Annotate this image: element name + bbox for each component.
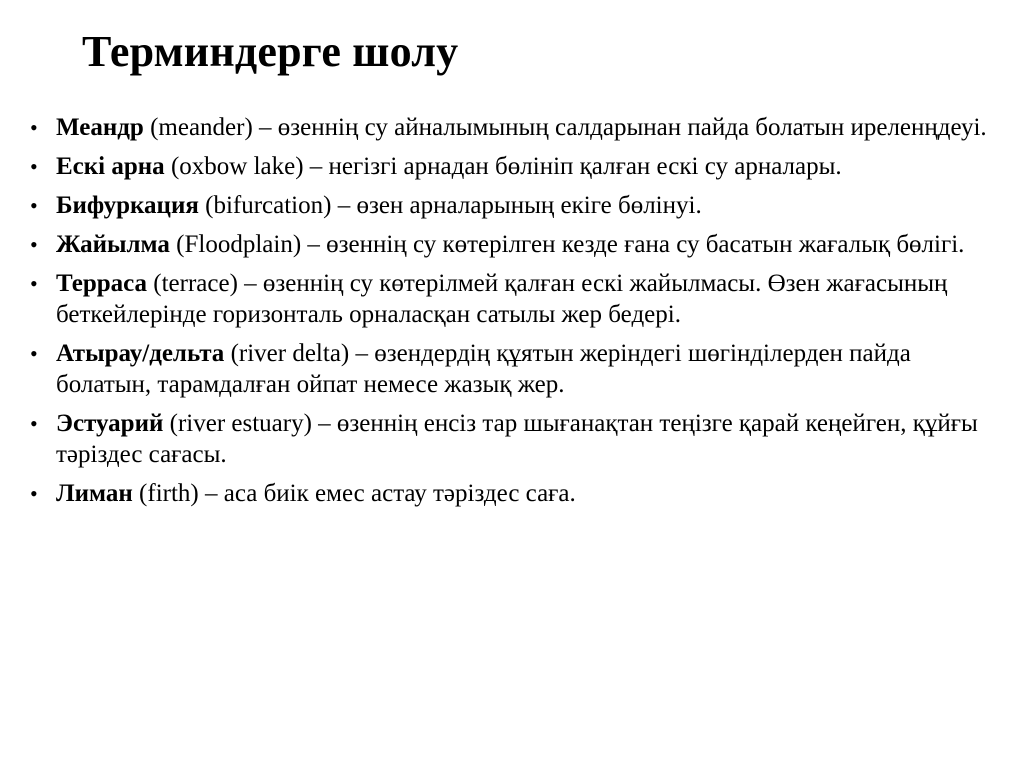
term-name: Меандр <box>56 114 144 141</box>
term-name: Терраса <box>56 270 148 297</box>
bullet-icon: • <box>30 232 38 257</box>
term-item-bifurcation <box>24 190 1004 221</box>
term-item-floodplain <box>24 229 1004 260</box>
term-item-terrace <box>24 268 1004 330</box>
term-name: Лиман <box>56 480 133 507</box>
bullet-icon: • <box>30 154 38 179</box>
term-description: (firth) – аса биік емес астау тәріздес саға. <box>132 480 576 507</box>
term-item-river-delta <box>24 338 1004 400</box>
slide-title: Терминдерге шолу <box>82 27 459 76</box>
bullet-icon: • <box>30 271 38 296</box>
bullet-icon: • <box>30 411 38 436</box>
term-description: (river estuary) – өзеннің енсіз тар шығанақтан теңізге қарай кеңейген, құйғы тәріздес сағасы. <box>56 410 978 468</box>
term-item-meander <box>24 112 1004 143</box>
term-description: (terrace) – өзеннің су көтерілмей қалған ескі жайылмасы. Өзен жағасының беткейлерінде горизонталь орналасқан сатылы жер бедері. <box>56 270 948 328</box>
bullet-icon: • <box>30 481 38 506</box>
term-name: Жайылма <box>56 231 170 258</box>
term-description: (Floodplain) – өзеннің су көтерілген кезде ғана су басатын жағалық бөлігі. <box>169 231 965 258</box>
term-description: (oxbow lake) – негізгі арнадан бөлініп қалған ескі су арналары. <box>164 153 842 180</box>
term-item-oxbow-lake <box>24 151 1004 182</box>
bullet-icon: • <box>30 341 38 366</box>
bullet-icon: • <box>30 115 38 140</box>
term-description: (bifurcation) – өзен арналарының екіге бөлінуі. <box>198 192 702 219</box>
term-description: (river delta) – өзендердің құятын жеріндегі шөгінділерден пайда болатын, тарамдалған ойпат немесе жазық жер. <box>56 340 911 398</box>
term-name: Атырау/дельта <box>56 340 225 367</box>
term-name: Эстуарий <box>56 410 164 437</box>
term-item-firth <box>24 478 1004 509</box>
term-list <box>24 112 1004 517</box>
term-name: Бифуркация <box>56 192 199 219</box>
term-name: Ескі арна <box>56 153 165 180</box>
term-description: (meander) – өзеннің су айналымының салдарынан пайда болатын иреленңдеуі. <box>143 114 987 141</box>
bullet-icon: • <box>30 193 38 218</box>
term-item-estuary <box>24 408 1004 470</box>
